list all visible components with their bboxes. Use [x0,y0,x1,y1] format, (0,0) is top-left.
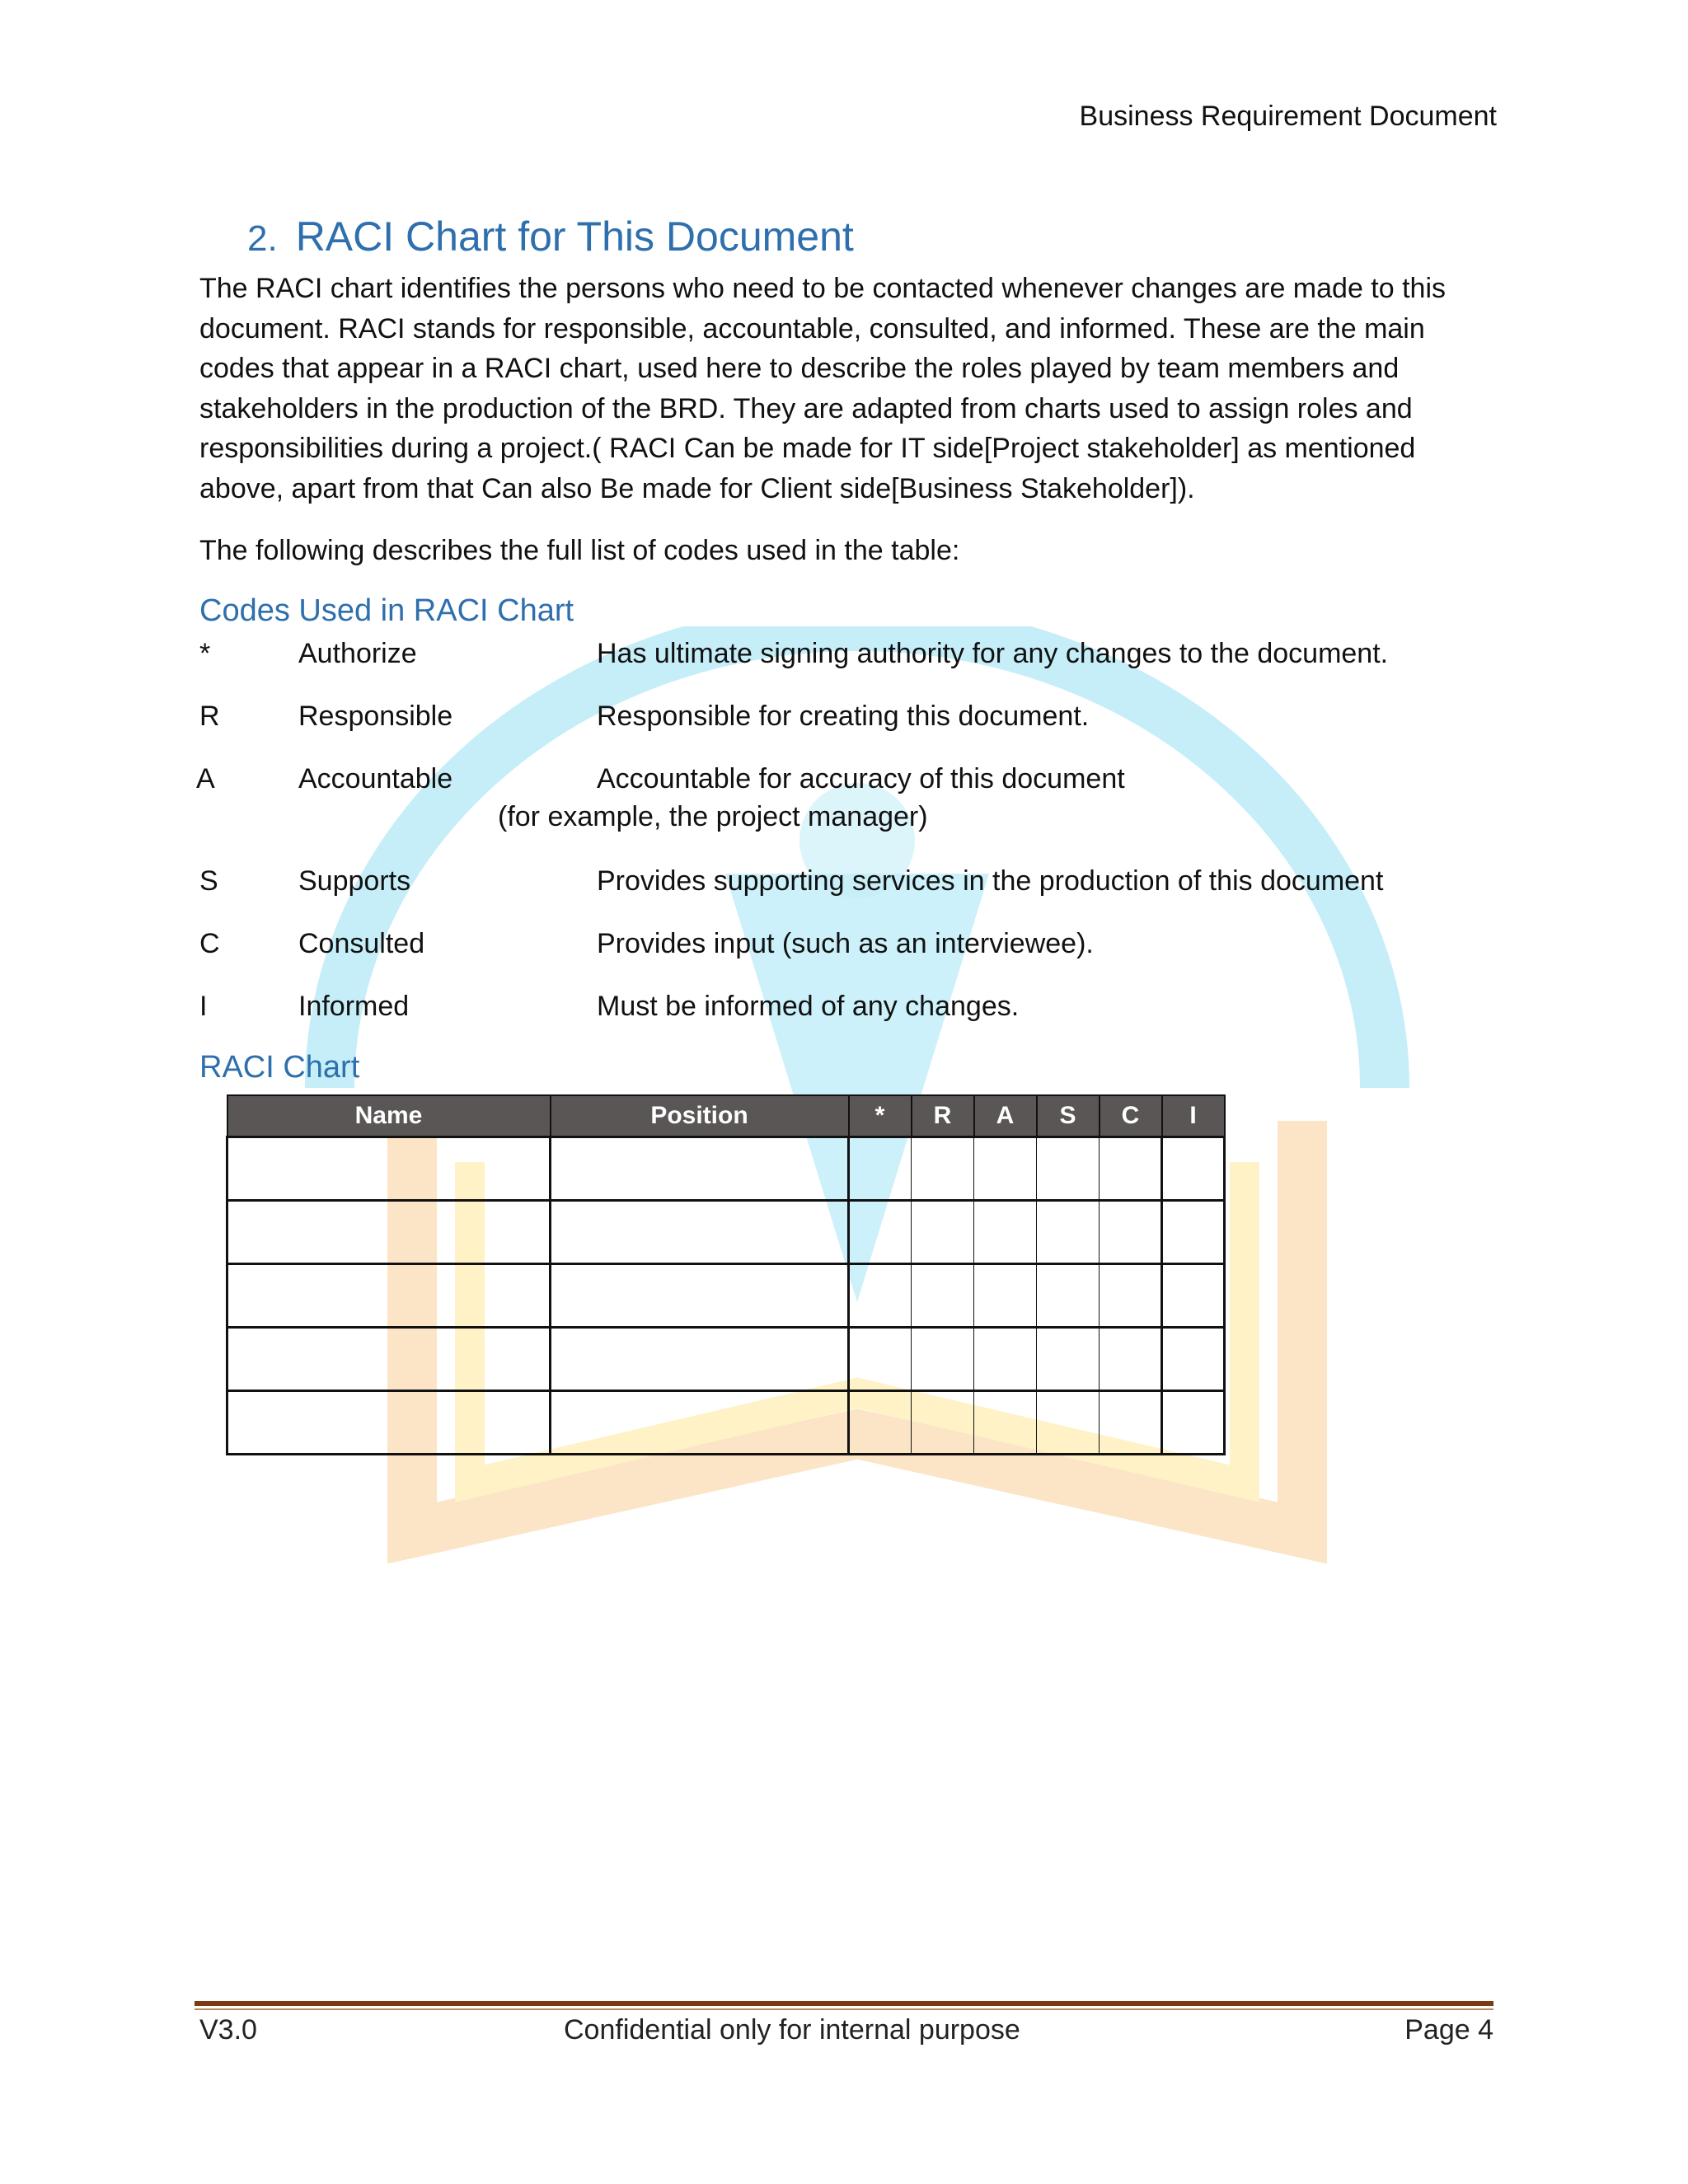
intro-paragraph: The RACI chart identifies the persons who need to be contacted whenever changes are made to this document. RACI stands for responsible, accountable, consulted, and informed. These are the main codes that appear in a RACI chart, used here to describe the roles played by team members and stakeholders in the production of the BRD. They are adapted from charts used to assign roles and responsibilities during a project.( RACI Can be made for IT side[Project stakeholder] as mentioned above, apart from that Can also Be made for Client side[Business Stakeholder]). [199,273,1447,504]
column-header-name: Name [227,1095,551,1137]
footer-page-number: Page 4 [1404,2014,1493,2046]
table-cell-code[interactable] [974,1264,1037,1328]
table-row [227,1391,1225,1455]
table-cell-code[interactable] [974,1391,1037,1455]
section-title [247,213,854,260]
column-header-supports: S [1037,1095,1100,1137]
table-cell-code[interactable] [1100,1137,1162,1201]
table-cell-position[interactable] [551,1328,849,1391]
code-term: Responsible [298,701,453,732]
table-row [227,1328,1225,1391]
table-cell-position[interactable] [551,1201,849,1264]
table-cell-code[interactable] [912,1137,974,1201]
table-cell-name[interactable] [227,1137,551,1201]
table-cell-code[interactable] [1037,1137,1100,1201]
code-description: Provides supporting services in the production of this document [597,865,1384,897]
raci-table-header-row [227,1095,1225,1137]
table-cell-code[interactable] [849,1328,912,1391]
code-description: Has ultimate signing authority for any changes to the document. [597,638,1389,669]
document-header-title: Business Requirement Document [1079,101,1497,132]
code-description: Provides input (such as an interviewee). [597,928,1094,959]
codes-heading: Codes Used in RACI Chart [199,593,574,628]
code-symbol: A [196,763,215,794]
table-cell-name[interactable] [227,1201,551,1264]
code-term: Informed [298,991,410,1022]
code-description: Must be informed of any changes. [597,991,1020,1022]
table-cell-code[interactable] [1037,1264,1100,1328]
code-term: Consulted [298,928,425,959]
code-symbol: R [199,701,220,732]
code-symbol: * [199,638,211,669]
table-cell-code[interactable] [1100,1201,1162,1264]
table-cell-code[interactable] [1162,1328,1225,1391]
table-cell-code[interactable] [1037,1391,1100,1455]
codes-intro-paragraph: The following describes the full list of codes used in the table: [199,535,960,566]
table-cell-code[interactable] [974,1201,1037,1264]
table-cell-code[interactable] [849,1137,912,1201]
column-header-accountable: A [974,1095,1037,1137]
table-cell-position[interactable] [551,1264,849,1328]
table-row [227,1201,1225,1264]
table-cell-position[interactable] [551,1391,849,1455]
table-cell-code[interactable] [912,1328,974,1391]
column-header-authorize: * [849,1095,912,1137]
column-header-informed: I [1162,1095,1225,1137]
table-cell-code[interactable] [1100,1391,1162,1455]
footer-version: V3.0 [199,2014,257,2046]
table-cell-position[interactable] [551,1137,849,1201]
table-cell-name[interactable] [227,1264,551,1328]
table-cell-code[interactable] [912,1201,974,1264]
table-cell-code[interactable] [912,1264,974,1328]
footer-confidentiality: Confidential only for internal purpose [564,2014,1020,2046]
code-term: Authorize [298,638,417,669]
table-cell-code[interactable] [1162,1391,1225,1455]
code-description-continued: (for example, the project manager) [498,801,928,832]
table-cell-code[interactable] [1162,1201,1225,1264]
table-cell-code[interactable] [912,1391,974,1455]
table-cell-code[interactable] [1162,1264,1225,1328]
code-description: Accountable for accuracy of this document [597,763,1125,794]
table-cell-code[interactable] [974,1328,1037,1391]
table-cell-code[interactable] [849,1391,912,1455]
table-row [227,1137,1225,1201]
table-cell-code[interactable] [849,1264,912,1328]
table-cell-code[interactable] [849,1201,912,1264]
code-term: Supports [298,865,411,897]
raci-table [226,1094,1226,1455]
table-cell-name[interactable] [227,1391,551,1455]
code-term: Accountable [298,763,453,794]
code-symbol: I [199,991,208,1022]
table-cell-code[interactable] [1100,1328,1162,1391]
column-header-responsible: R [912,1095,974,1137]
column-header-consulted: C [1100,1095,1162,1137]
raci-chart-heading: RACI Chart [199,1050,360,1085]
section-title-text: RACI Chart for This Document [295,213,854,260]
table-cell-name[interactable] [227,1328,551,1391]
column-header-position: Position [551,1095,849,1137]
table-cell-code[interactable] [974,1137,1037,1201]
code-description: Responsible for creating this document. [597,701,1090,732]
table-cell-code[interactable] [1037,1201,1100,1264]
table-cell-code[interactable] [1037,1328,1100,1391]
footer-rule [195,2001,1493,2010]
code-symbol: C [199,928,220,959]
table-cell-code[interactable] [1100,1264,1162,1328]
table-cell-code[interactable] [1162,1137,1225,1201]
table-row [227,1264,1225,1328]
code-symbol: S [199,865,218,897]
section-number: 2. [247,218,278,259]
